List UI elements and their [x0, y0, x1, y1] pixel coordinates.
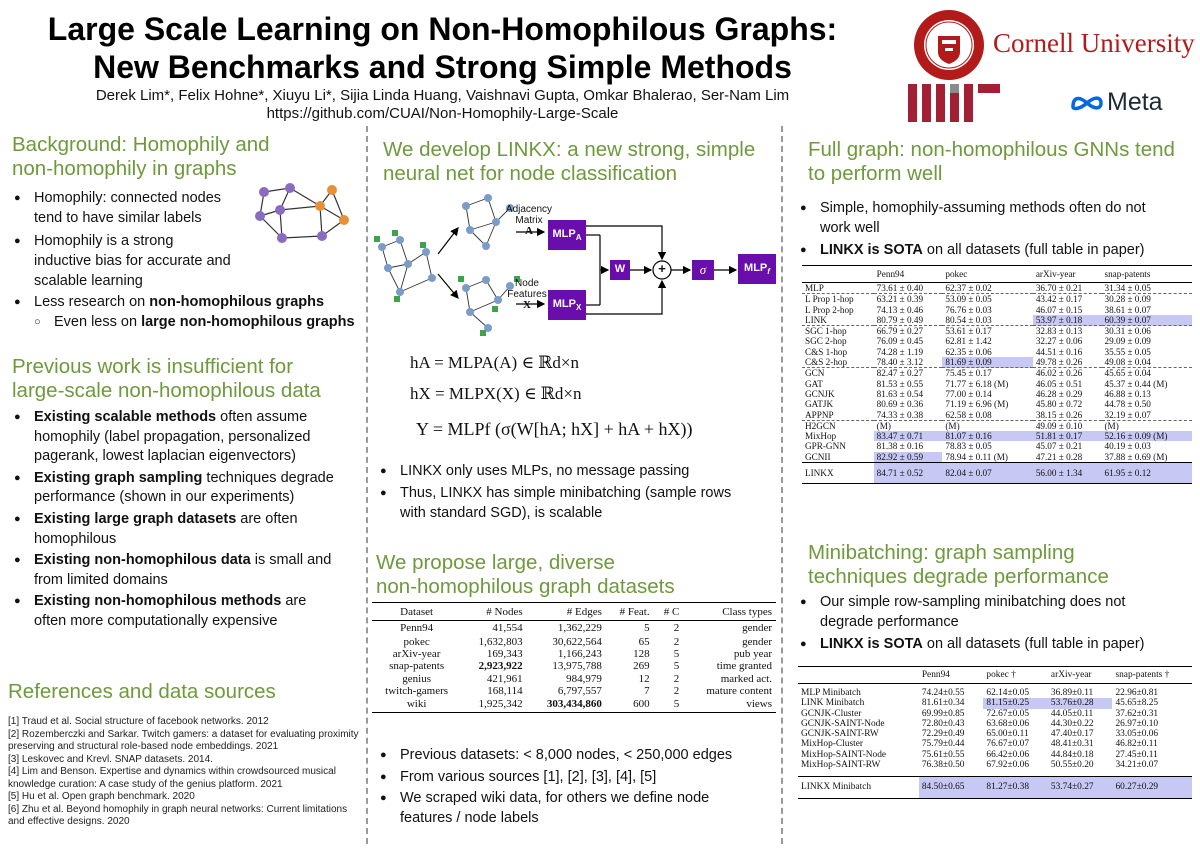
full-graph-section-title: Full graph: non-homophilous GNNs tend to perform well	[808, 138, 1175, 185]
table-row: genius 421,961 984,979 12 2 marked act.	[402, 672, 772, 685]
github-url[interactable]: https://github.com/CUAI/Non-Homophily-Large-Scale	[266, 105, 619, 122]
meta-logo	[1070, 88, 1163, 117]
table-row: L Prop 1-hop 63.21 ± 0.39 53.09 ± 0.05 43.42 ± 0.17 30.28 ± 0.09	[802, 294, 1192, 305]
author-list: Derek Lim*, Felix Hohne*, Xiuyu Li*, Sijia Linda Huang, Vaishnavi Gupta, Omkar Bhalerao, Ser-Nam Lim	[95, 87, 790, 104]
plus-label: +	[658, 261, 666, 276]
bullet-homophily-bias: ● Homophily is a strong inductive bias for accurate and scalable learning	[14, 231, 359, 291]
bullet-homophily-definition: ● Homophily: connected nodes tend to have similar labels	[14, 188, 359, 228]
equation-y: Y = MLPf (σ(W[hA; hX] + hA + hX))	[416, 419, 693, 439]
input-graph-icon	[374, 230, 436, 302]
full-graph-bullets	[800, 198, 1192, 260]
table-row: H2GCN (M) (M) 49.09 ± 0.10 (M)	[802, 420, 1192, 431]
table-row: GCNII 82.92 ± 0.59 78.94 ± 0.11 (M) 47.21 ± 0.28 37.88 ± 0.69 (M)	[805, 451, 1168, 462]
table-row: twitch-gamers 168,114 6,797,557 7 2 mature content	[385, 685, 772, 698]
table-row: LINK Minibatch 81.61±0.34 81.15±0.25 53.76±0.28 45.65±8.25	[801, 698, 1159, 709]
table-row-linkx: LINKX 84.71 ± 0.52 82.04 ± 0.07 56.00 ± 1.34 61.95 ± 0.12	[802, 463, 1192, 484]
minibatching-section-title: Minibatching: graph sampling techniques degrade performance	[808, 541, 1109, 588]
table-row: GCNJK 81.63 ± 0.54 77.00 ± 0.14 46.28 ± 0.29 46.88 ± 0.13	[805, 388, 1151, 399]
column-divider-left	[366, 126, 368, 844]
table-row: GCNJK-SAINT-RW 72.29±0.49 65.00±0.11 47.40±0.17 33.05±0.06	[801, 729, 1159, 740]
adjacency-label: Adjacency Matrix A	[505, 204, 553, 237]
references-section-title: References and data sources	[8, 680, 276, 703]
reference-item: [4] Lim and Benson. Expertise and dynamics within crowdsourced musical knowledge curation: A case study of the genius platform. 2021	[8, 766, 336, 790]
mlp-f-label: $MLP_f$	[744, 262, 770, 277]
meta-infinity-icon	[1070, 93, 1104, 113]
table-row: SGC 1-hop 66.79 ± 0.27 53.61 ± 0.17 32.83 ± 0.13 30.31 ± 0.06	[802, 326, 1192, 337]
bullet-even-less: ○ Even less on large non-homophilous graphs	[14, 312, 359, 332]
table-row: SGC 2-hop 76.09 ± 0.45 62.81 ± 1.42 32.27 ± 0.06 29.09 ± 0.09	[805, 336, 1151, 347]
table-header-row: Penn94 pokec † arXiv-year snap-patents †	[798, 667, 1192, 684]
table-row: MixHop-Cluster 75.79±0.44 76.67±0.07 48.41±0.31 46.82±0.11	[801, 739, 1158, 750]
bullet-scraped-wiki: ● We scraped wiki data, for others we define node features / node labels	[380, 788, 776, 828]
previous-work-section-title: Previous work is insufficient for large-scale non-homophilous data	[12, 355, 321, 402]
table-row: MLP Minibatch 74.24±0.55 62.14±0.05 36.89±0.11 22.96±0.81	[801, 688, 1159, 698]
full-graph-results-table	[802, 266, 1192, 483]
title-line-2: New Benchmarks and Strong Simple Methods	[93, 49, 792, 85]
title-line-1: Large Scale Learning on Non-Homophilous Graphs:	[47, 11, 838, 47]
bullet-non-homophilous-data: ● Existing non-homophilous data is small and from limited domains	[14, 551, 362, 590]
bullet-homophily-assuming: ● Simple, homophily-assuming methods often do not work well	[800, 198, 1192, 238]
mlp-x-label: $MLP_X$	[552, 298, 582, 313]
table-row: MLP 73.61 ± 0.40 62.37 ± 0.02 36.70 ± 0.21 31.34 ± 0.05	[805, 283, 1151, 293]
datasets-section-title: We propose large, diverse non-homophilous graph datasets	[376, 551, 675, 598]
bullet-various-sources: ● From various sources [1], [2], [3], [4], [5]	[380, 766, 776, 788]
bullet-graph-sampling: ● Existing graph sampling techniques degrade performance (shown in our experiments)	[14, 469, 362, 508]
table-row: GAT 81.53 ± 0.55 71.77 ± 6.18 (M) 46.05 ± 0.51 45.37 ± 0.44 (M)	[805, 378, 1168, 389]
table-row-linkx-minibatch: LINKX Minibatch 84.50±0.65 81.27±0.38 53.74±0.27 60.27±0.29	[798, 777, 1192, 798]
table-row: APPNP 74.33 ± 0.38 62.58 ± 0.08 38.15 ± 0.26 32.19 ± 0.07	[805, 409, 1151, 420]
bullet-linkx-sota-minibatch: ● LINKX is SOTA on all datasets (full table in paper)	[800, 634, 1192, 654]
minibatch-results-table	[798, 667, 1192, 798]
table-row: arXiv-year 169,343 1,166,243 128 5 pub year	[392, 647, 772, 660]
mit-logo	[908, 84, 1000, 122]
sigma-label: σ	[699, 262, 707, 277]
equation-hx: hX = MLPX(X) ∈ ℝd×n	[410, 384, 582, 403]
bullet-only-mlps: ● LINKX only uses MLPs, no message passing	[380, 461, 776, 481]
datasets-bullets	[380, 744, 776, 828]
reference-item: [2] Rozemberczki and Sarkar. Twitch gamers: a dataset for evaluating proximity preserving and structural role-based node embeddings. 2021	[8, 728, 359, 752]
table-row: MixHop-SAINT-Node 75.61±0.55 66.42±0.06 44.84±0.18 27.45±0.11	[801, 749, 1158, 760]
bullet-previous-datasets: ● Previous datasets: < 8,000 nodes, < 250,000 edges	[380, 744, 776, 766]
bullet-non-homophilous-methods: ● Existing non-homophilous methods are often more computationally expensive	[14, 592, 362, 631]
linkx-architecture-diagram	[370, 192, 778, 342]
linkx-section-title: We develop LINKX: a new strong, simple neural net for node classification	[383, 138, 756, 185]
table-header-row: Penn94 pokec arXiv-year snap-patents	[802, 266, 1192, 283]
node-features-label: Node Features X	[507, 278, 547, 311]
table-row: GPR-GNN 81.38 ± 0.16 78.83 ± 0.05 45.07 ± 0.21 40.19 ± 0.03	[805, 441, 1151, 452]
previous-work-bullets	[14, 408, 362, 632]
meta-wordmark: Meta	[1107, 88, 1163, 116]
background-bullets	[14, 188, 359, 332]
reference-item: [3] Leskovec and Krevl. SNAP datasets. 2014.	[8, 753, 213, 765]
table-row: Penn94 41,554 1,362,229 5 2 gender	[400, 622, 772, 635]
bullet-large-datasets: ● Existing large graph datasets are often homophilous	[14, 510, 362, 549]
bullet-row-sampling: ● Our simple row-sampling minibatching does not degrade performance	[800, 592, 1192, 632]
cornell-seal-logo	[912, 8, 986, 82]
table-header-row: Dataset # Nodes # Edges # Feat. # C Class types	[372, 604, 776, 621]
minibatch-table-wrapper	[798, 666, 1192, 799]
minibatching-bullets	[800, 592, 1192, 654]
table-row: GATJK 80.69 ± 0.36 71.19 ± 6.96 (M) 45.80 ± 0.72 44.78 ± 0.50	[805, 399, 1151, 410]
table-row: C&S 2-hop 78.40 ± 3.12 81.69 ± 0.09 49.78 ± 0.26 49.08 ± 0.04	[805, 357, 1151, 368]
reference-item: [5] Hu et al. Open graph benchmark. 2020	[8, 791, 195, 802]
table-row: pokec 1,632,803 30,622,564 65 2 gender	[403, 635, 772, 648]
w-label: W	[614, 263, 626, 275]
references-list	[8, 716, 360, 829]
table-row: MixHop 83.47 ± 0.71 81.07 ± 0.16 51.81 ± 0.17 52.16 ± 0.09 (M)	[802, 431, 1192, 441]
full-graph-table-wrapper	[802, 265, 1192, 484]
table-row: L Prop 2-hop 74.13 ± 0.46 76.76 ± 0.03 46.07 ± 0.15 38.61 ± 0.07	[805, 304, 1151, 315]
background-section-title: Background: Homophily and non-homophily in graphs	[12, 133, 270, 180]
table-row: GCNJK-Cluster 69.99±0.85 72.67±0.05 44.05±0.11 37.62±0.31	[801, 708, 1159, 719]
cornell-wordmark: Cornell University	[993, 28, 1195, 58]
table-row: LINK 80.79 ± 0.49 80.54 ± 0.03 53.97 ± 0.18 60.39 ± 0.07	[802, 315, 1192, 326]
datasets-table	[372, 604, 776, 710]
reference-item: [1] Traud et al. Social structure of facebook networks. 2012	[8, 716, 269, 727]
table-row: snap-patents 2,923,922 13,975,788 269 5 time granted	[389, 660, 772, 673]
column-divider-right	[781, 126, 783, 844]
equation-ha: hA = MLPA(A) ∈ ℝd×n	[410, 353, 579, 372]
table-row: C&S 1-hop 74.28 ± 1.19 62.35 ± 0.06 44.51 ± 0.16 35.55 ± 0.05	[805, 346, 1151, 357]
reference-item: [6] Zhu et al. Beyond homophily in graph neural networks: Current limitations and effective designs. 2020	[8, 803, 348, 827]
table-row: MixHop-SAINT-RW 76.38±0.50 67.92±0.06 50.55±0.20 34.21±0.07	[801, 760, 1159, 771]
bullet-minibatching: ● Thus, LINKX has simple minibatching (sample rows with standard SGD), is scalable	[380, 483, 776, 523]
table-row: GCNJK-SAINT-Node 72.80±0.43 63.68±0.06 44.30±0.22 26.97±0.10	[801, 718, 1159, 729]
table-row: GCN 82.47 ± 0.27 75.45 ± 0.17 46.02 ± 0.26 45.65 ± 0.04	[802, 368, 1192, 379]
linkx-bullets	[380, 461, 776, 523]
poster-title	[20, 10, 865, 86]
mlp-a-label: $MLP_A$	[552, 228, 582, 243]
bullet-linkx-sota: ● LINKX is SOTA on all datasets (full table in paper)	[800, 240, 1192, 260]
bullet-scalable-methods: ● Existing scalable methods often assume homophily (label propagation, personalized pagerank, lowest laplacian eigenvectors)	[14, 408, 362, 467]
bullet-less-research: ● Less research on non-homophilous graphs	[14, 292, 359, 312]
datasets-table-wrapper	[372, 602, 776, 713]
table-row: wiki 1,925,342 303,434,860 600 5 views	[406, 697, 772, 710]
